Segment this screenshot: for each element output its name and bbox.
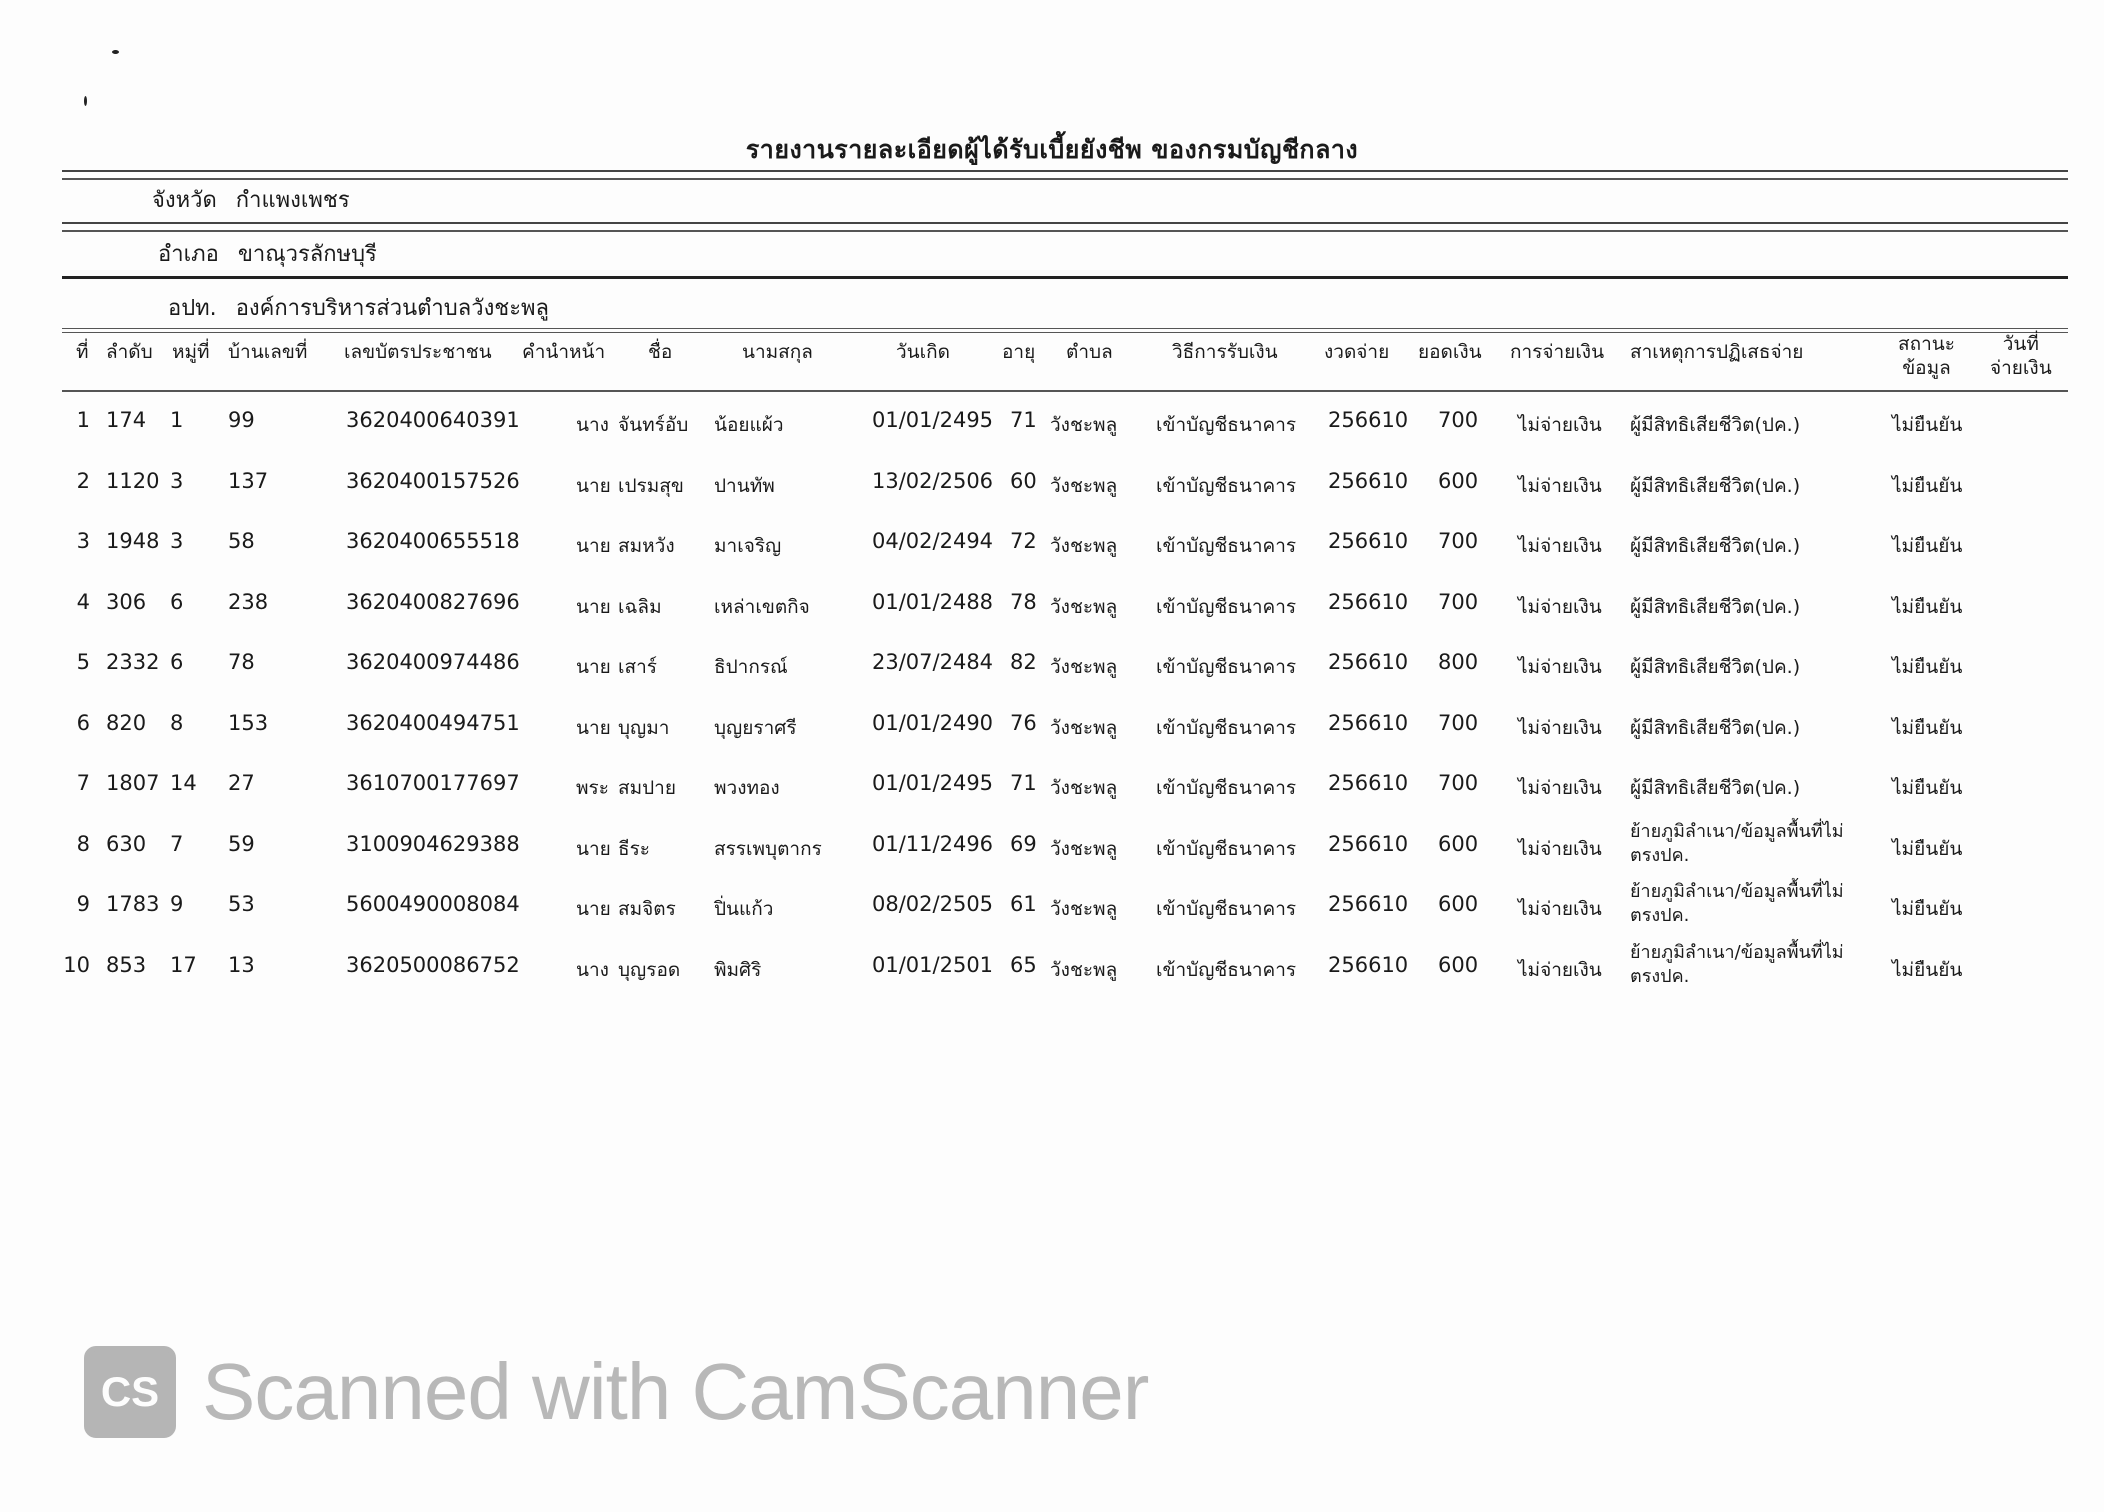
cell-payment: ไม่จ่ายเงิน <box>1518 656 1602 678</box>
table-row <box>0 874 2104 934</box>
col-reason: สาเหตุการปฏิเสธจ่าย <box>1630 341 1804 363</box>
cell-dob: 08/02/2505 <box>872 892 994 916</box>
cell-no: 2 <box>76 468 90 493</box>
cell-id: 3620400655518 <box>346 529 520 553</box>
cell-tambon: วังชะพลู <box>1050 656 1118 678</box>
cell-period: 256610 <box>1328 589 1409 614</box>
cell-age: 82 <box>1010 650 1037 674</box>
cell-prefix: นาย <box>576 595 611 618</box>
cell-name: สมจิตร <box>618 898 676 920</box>
table-row <box>0 753 2104 813</box>
col-dob: วันเกิด <box>896 341 950 363</box>
cell-surname: พิมศิริ <box>714 958 762 981</box>
cell-method: เข้าบัญชีธนาคาร <box>1156 958 1297 981</box>
cell-house: 153 <box>228 710 269 735</box>
province-label: จังหวัด <box>152 188 217 213</box>
cell-period: 256610 <box>1328 408 1409 432</box>
cell-no: 5 <box>76 650 90 674</box>
cell-order: 1783 <box>106 892 160 916</box>
cell-age: 60 <box>1010 468 1037 493</box>
cell-method: เข้าบัญชีธนาคาร <box>1156 716 1297 739</box>
cell-payment: ไม่จ่ายเงิน <box>1518 474 1602 497</box>
cell-surname: น้อยแผ้ว <box>714 414 784 436</box>
cell-prefix: นาย <box>576 898 611 920</box>
cell-house: 238 <box>228 589 269 614</box>
district-value: ขาณุวรลักษบุรี <box>237 242 377 267</box>
cell-moo: 14 <box>170 771 197 795</box>
cell-house: 53 <box>228 892 255 916</box>
cell-house: 99 <box>228 408 255 432</box>
cell-house: 137 <box>228 468 269 493</box>
col-house: บ้านเลขที่ <box>228 341 308 363</box>
cell-age: 71 <box>1010 771 1037 795</box>
cell-name: สมปาย <box>618 777 676 799</box>
table-row <box>0 511 2104 571</box>
col-age: อายุ <box>1002 341 1036 363</box>
scan-speck <box>112 50 119 54</box>
cell-surname: พวงทอง <box>714 777 780 799</box>
table-row <box>0 572 2104 632</box>
cell-id: 3610700177697 <box>346 771 520 795</box>
table-row <box>0 390 2104 450</box>
cell-age: 65 <box>1010 952 1037 977</box>
cell-status: ไม่ยืนยัน <box>1892 474 1963 497</box>
cell-payment: ไม่จ่ายเงิน <box>1518 837 1602 860</box>
col-moo: หมู่ที่ <box>172 341 210 363</box>
cell-payment: ไม่จ่ายเงิน <box>1518 716 1602 739</box>
cell-method: เข้าบัญชีธนาคาร <box>1156 898 1297 920</box>
cell-reason: ย้ายภูมิลำเนา/ข้อมูลพื้นที่ไม่ตรงปค. <box>1630 941 1844 987</box>
col-surname: นามสกุล <box>742 341 813 363</box>
cell-no: 10 <box>63 952 90 977</box>
cell-surname: มาเจริญ <box>714 535 782 557</box>
cell-house: 78 <box>228 650 255 674</box>
cell-tambon: วังชะพลู <box>1050 595 1118 618</box>
cell-id: 3620400974486 <box>346 650 520 674</box>
cell-surname: บุญยราศรี <box>714 716 797 739</box>
cell-name: เปรมสุข <box>618 474 684 497</box>
cell-no: 9 <box>76 892 90 916</box>
cell-status: ไม่ยืนยัน <box>1892 958 1963 981</box>
cell-id: 5600490008084 <box>346 892 520 916</box>
cell-dob: 04/02/2494 <box>872 529 994 553</box>
cell-no: 6 <box>76 710 90 735</box>
scan-speck <box>84 96 87 106</box>
divider <box>62 328 2068 333</box>
org-line <box>168 290 549 325</box>
cell-name: บุญรอด <box>618 958 681 981</box>
cell-id: 3620400157526 <box>346 468 520 493</box>
cell-amount: 700 <box>1438 589 1479 614</box>
cell-tambon: วังชะพลู <box>1050 474 1118 497</box>
cell-dob: 01/01/2495 <box>872 408 994 432</box>
cell-name: สมหวัง <box>618 535 675 557</box>
cell-surname: ปานทัพ <box>714 474 775 497</box>
cell-amount: 700 <box>1438 710 1479 735</box>
org-label: อปท. <box>168 296 217 321</box>
cell-dob: 13/02/2506 <box>872 468 994 493</box>
cell-amount: 700 <box>1438 771 1479 795</box>
cell-moo: 6 <box>170 650 184 674</box>
cell-payment: ไม่จ่ายเงิน <box>1518 535 1602 557</box>
district-label: อำเภอ <box>158 242 219 267</box>
cell-period: 256610 <box>1328 831 1409 856</box>
cell-age: 76 <box>1010 710 1037 735</box>
cell-period: 256610 <box>1328 710 1409 735</box>
cell-reason: ผู้มีสิทธิเสียชีวิต(ปค.) <box>1630 535 1801 557</box>
cell-age: 78 <box>1010 589 1037 614</box>
divider <box>62 222 2068 232</box>
cell-id: 3620400640391 <box>346 408 520 432</box>
cell-no: 7 <box>76 771 90 795</box>
cell-tambon: วังชะพลู <box>1050 958 1118 981</box>
cell-prefix: นาย <box>576 837 611 860</box>
cell-method: เข้าบัญชีธนาคาร <box>1156 535 1297 557</box>
cell-dob: 01/01/2488 <box>872 589 994 614</box>
cell-payment: ไม่จ่ายเงิน <box>1518 595 1602 618</box>
cell-moo: 3 <box>170 468 184 493</box>
col-status-line2: ข้อมูล <box>1902 357 1951 379</box>
col-status-line1: สถานะ <box>1898 333 1955 355</box>
cell-amount: 600 <box>1438 952 1479 977</box>
cell-payment: ไม่จ่ายเงิน <box>1518 777 1602 799</box>
cell-amount: 600 <box>1438 831 1479 856</box>
table-row <box>0 693 2104 753</box>
col-no: ที่ <box>76 341 89 363</box>
col-payment: การจ่ายเงิน <box>1510 341 1605 363</box>
cell-amount: 600 <box>1438 892 1479 916</box>
cell-dob: 01/01/2495 <box>872 771 994 795</box>
cell-reason: ย้ายภูมิลำเนา/ข้อมูลพื้นที่ไม่ตรงปค. <box>1630 881 1844 926</box>
cell-surname: ธิปากรณ์ <box>714 656 788 678</box>
cell-house: 58 <box>228 529 255 553</box>
cell-prefix: นาง <box>576 958 609 981</box>
divider <box>62 170 2068 180</box>
cell-dob: 01/11/2496 <box>872 831 994 856</box>
cell-name: จันทร์อับ <box>618 414 689 436</box>
cell-status: ไม่ยืนยัน <box>1892 898 1963 920</box>
cell-moo: 3 <box>170 529 184 553</box>
cell-period: 256610 <box>1328 650 1409 674</box>
cell-dob: 01/01/2490 <box>872 710 994 735</box>
cell-reason: ผู้มีสิทธิเสียชีวิต(ปค.) <box>1630 474 1801 497</box>
camscanner-watermark <box>84 1346 1148 1438</box>
cell-amount: 600 <box>1438 468 1479 493</box>
col-paydate <box>1990 332 2052 380</box>
cell-moo: 9 <box>170 892 184 916</box>
cell-age: 61 <box>1010 892 1037 916</box>
cell-house: 27 <box>228 771 255 795</box>
cell-reason: ย้ายภูมิลำเนา/ข้อมูลพื้นที่ไม่ตรงปค. <box>1630 820 1844 866</box>
cell-tambon: วังชะพลู <box>1050 535 1118 557</box>
col-amount: ยอดเงิน <box>1418 341 1482 363</box>
cell-surname: สรรเพบุตากร <box>714 837 822 860</box>
cell-order: 820 <box>106 710 147 735</box>
cell-house: 13 <box>228 952 255 977</box>
cell-status: ไม่ยืนยัน <box>1892 414 1963 436</box>
cell-reason: ผู้มีสิทธิเสียชีวิต(ปค.) <box>1630 595 1801 618</box>
cell-method: เข้าบัญชีธนาคาร <box>1156 777 1297 799</box>
cell-surname: ปิ่นแก้ว <box>714 898 774 920</box>
cell-id: 3620400827696 <box>346 589 520 614</box>
district-line <box>158 236 377 271</box>
cell-order: 630 <box>106 831 147 856</box>
cell-no: 4 <box>76 589 90 614</box>
cell-no: 8 <box>76 831 90 856</box>
cell-moo: 6 <box>170 589 184 614</box>
cell-order: 2332 <box>106 650 160 674</box>
cell-tambon: วังชะพลู <box>1050 777 1118 799</box>
cell-name: เสาร์ <box>618 656 657 678</box>
cell-amount: 700 <box>1438 529 1479 553</box>
col-tambon: ตำบล <box>1066 341 1113 363</box>
cell-dob: 23/07/2484 <box>872 650 994 674</box>
cell-id: 3100904629388 <box>346 831 520 856</box>
cell-payment: ไม่จ่ายเงิน <box>1518 898 1602 920</box>
camscanner-logo: CS <box>84 1346 176 1438</box>
cell-no: 1 <box>76 408 90 432</box>
table-row <box>0 935 2104 995</box>
table-row <box>0 632 2104 692</box>
cell-reason: ผู้มีสิทธิเสียชีวิต(ปค.) <box>1630 777 1801 799</box>
cell-surname: เหล่าเขตกิจ <box>714 595 810 618</box>
cell-reason: ผู้มีสิทธิเสียชีวิต(ปค.) <box>1630 656 1801 678</box>
cell-name: บุญมา <box>618 716 670 739</box>
report-title: รายงานรายละเอียดผู้ได้รับเบี้ยยังชีพ ของกรมบัญชีกลาง <box>745 135 1359 164</box>
cell-status: ไม่ยืนยัน <box>1892 777 1963 799</box>
cell-status: ไม่ยืนยัน <box>1892 656 1963 678</box>
cell-method: เข้าบัญชีธนาคาร <box>1156 837 1297 860</box>
cell-prefix: นาย <box>576 474 611 497</box>
cell-order: 306 <box>106 589 147 614</box>
cell-period: 256610 <box>1328 892 1409 916</box>
cell-house: 59 <box>228 831 255 856</box>
cell-name: ธีระ <box>618 837 651 860</box>
cell-age: 72 <box>1010 529 1037 553</box>
cell-status: ไม่ยืนยัน <box>1892 535 1963 557</box>
col-paydate-line1: วันที่ <box>2002 333 2039 355</box>
cell-order: 1120 <box>106 468 160 493</box>
cell-reason: ผู้มีสิทธิเสียชีวิต(ปค.) <box>1630 414 1801 436</box>
cell-tambon: วังชะพลู <box>1050 716 1118 739</box>
col-name: ชื่อ <box>648 341 673 363</box>
cell-method: เข้าบัญชีธนาคาร <box>1156 414 1297 436</box>
cell-order: 1807 <box>106 771 160 795</box>
cell-order: 853 <box>106 952 147 977</box>
cell-order: 1948 <box>106 529 160 553</box>
cell-method: เข้าบัญชีธนาคาร <box>1156 656 1297 678</box>
watermark-text: Scanned with CamScanner <box>202 1347 1149 1436</box>
cell-tambon: วังชะพลู <box>1050 837 1118 860</box>
cell-method: เข้าบัญชีธนาคาร <box>1156 595 1297 618</box>
cell-moo: 8 <box>170 710 184 735</box>
cell-no: 3 <box>76 529 90 553</box>
col-prefix: คำนำหน้า <box>522 341 606 363</box>
cell-prefix: นาง <box>576 414 609 436</box>
cell-status: ไม่ยืนยัน <box>1892 595 1963 618</box>
province-line <box>152 182 350 217</box>
cell-period: 256610 <box>1328 468 1409 493</box>
cell-period: 256610 <box>1328 529 1409 553</box>
table-row <box>0 451 2104 511</box>
cell-payment: ไม่จ่ายเงิน <box>1518 414 1602 436</box>
cell-period: 256610 <box>1328 952 1409 977</box>
cell-status: ไม่ยืนยัน <box>1892 716 1963 739</box>
cell-prefix: นาย <box>576 535 611 557</box>
cell-amount: 700 <box>1438 408 1479 432</box>
cell-id: 3620500086752 <box>346 952 520 977</box>
cell-method: เข้าบัญชีธนาคาร <box>1156 474 1297 497</box>
org-value: องค์การบริหารส่วนตำบลวังชะพลู <box>235 296 550 321</box>
col-order: ลำดับ <box>106 341 153 363</box>
cell-status: ไม่ยืนยัน <box>1892 837 1963 860</box>
cell-age: 71 <box>1010 408 1037 432</box>
table-row <box>0 814 2104 874</box>
cell-moo: 1 <box>170 408 184 432</box>
cell-tambon: วังชะพลู <box>1050 414 1118 436</box>
cell-moo: 7 <box>170 831 184 856</box>
cell-prefix: นาย <box>576 716 611 739</box>
col-status <box>1898 332 1955 380</box>
cell-prefix: นาย <box>576 656 611 678</box>
cell-dob: 01/01/2501 <box>872 952 994 977</box>
col-period: งวดจ่าย <box>1324 341 1390 363</box>
cell-order: 174 <box>106 408 147 432</box>
cell-moo: 17 <box>170 952 197 977</box>
province-value: กำแพงเพชร <box>235 188 350 213</box>
cell-age: 69 <box>1010 831 1037 856</box>
divider <box>62 276 2068 279</box>
cell-amount: 800 <box>1438 650 1479 674</box>
cell-prefix: พระ <box>576 777 609 799</box>
cell-name: เฉลิม <box>618 595 662 618</box>
cell-id: 3620400494751 <box>346 710 520 735</box>
cell-reason: ผู้มีสิทธิเสียชีวิต(ปค.) <box>1630 716 1801 739</box>
cell-tambon: วังชะพลู <box>1050 898 1118 920</box>
col-paydate-line2: จ่ายเงิน <box>1990 357 2052 379</box>
cell-payment: ไม่จ่ายเงิน <box>1518 958 1602 981</box>
cell-period: 256610 <box>1328 771 1409 795</box>
col-id: เลขบัตรประชาชน <box>344 341 492 363</box>
col-method: วิธีการรับเงิน <box>1172 341 1278 363</box>
